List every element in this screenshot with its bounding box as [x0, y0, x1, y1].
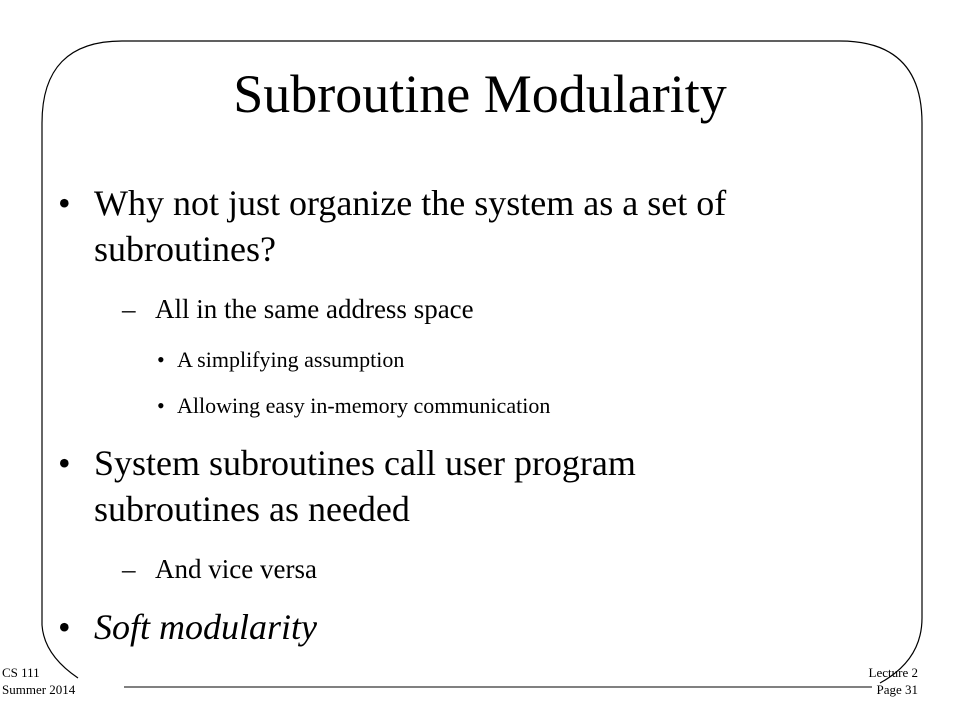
sub-sub-bullet-text: A simplifying assumption	[177, 347, 405, 372]
sub-bullet-text: And vice versa	[155, 554, 317, 584]
sub-sub-bullet-communication	[0, 392, 960, 420]
bullet-system-subroutines	[0, 440, 960, 532]
bullet-text-line-2: subroutines?	[94, 229, 276, 269]
footer-page-number: Page 31	[876, 682, 918, 697]
bullet-marker: •	[58, 443, 71, 483]
bullet-text-line-2: subroutines as needed	[94, 489, 410, 529]
bullet-text: Soft modularity	[94, 607, 317, 647]
bullet-marker: •	[58, 607, 71, 647]
bullet-marker: •	[58, 183, 71, 223]
footer-course-info	[2, 664, 75, 698]
footer-lecture: Lecture 2	[868, 665, 918, 680]
sub-bullet-vice-versa	[0, 552, 960, 586]
bullet-soft-modularity	[0, 604, 960, 650]
sub-sub-bullet-text: Allowing easy in-memory communication	[177, 393, 551, 418]
bullet-why-subroutines	[0, 180, 960, 272]
sub-bullet-address-space	[0, 292, 960, 326]
sub-bullet-text: All in the same address space	[155, 294, 474, 324]
dash-marker: –	[122, 294, 136, 324]
bullet-text-line-1: Why not just organize the system as a set of	[94, 183, 727, 223]
dash-marker: –	[122, 554, 136, 584]
bullet-text-line-1: System subroutines call user program	[94, 443, 636, 483]
slide-title: Subroutine Modularity	[233, 64, 727, 124]
footer-page-info	[869, 664, 918, 698]
footer-term: Summer 2014	[2, 682, 76, 697]
footer-course: CS 111	[2, 665, 40, 680]
bullet-marker: •	[157, 347, 165, 372]
bullet-marker: •	[157, 393, 165, 418]
sub-sub-bullet-simplifying	[0, 346, 960, 374]
